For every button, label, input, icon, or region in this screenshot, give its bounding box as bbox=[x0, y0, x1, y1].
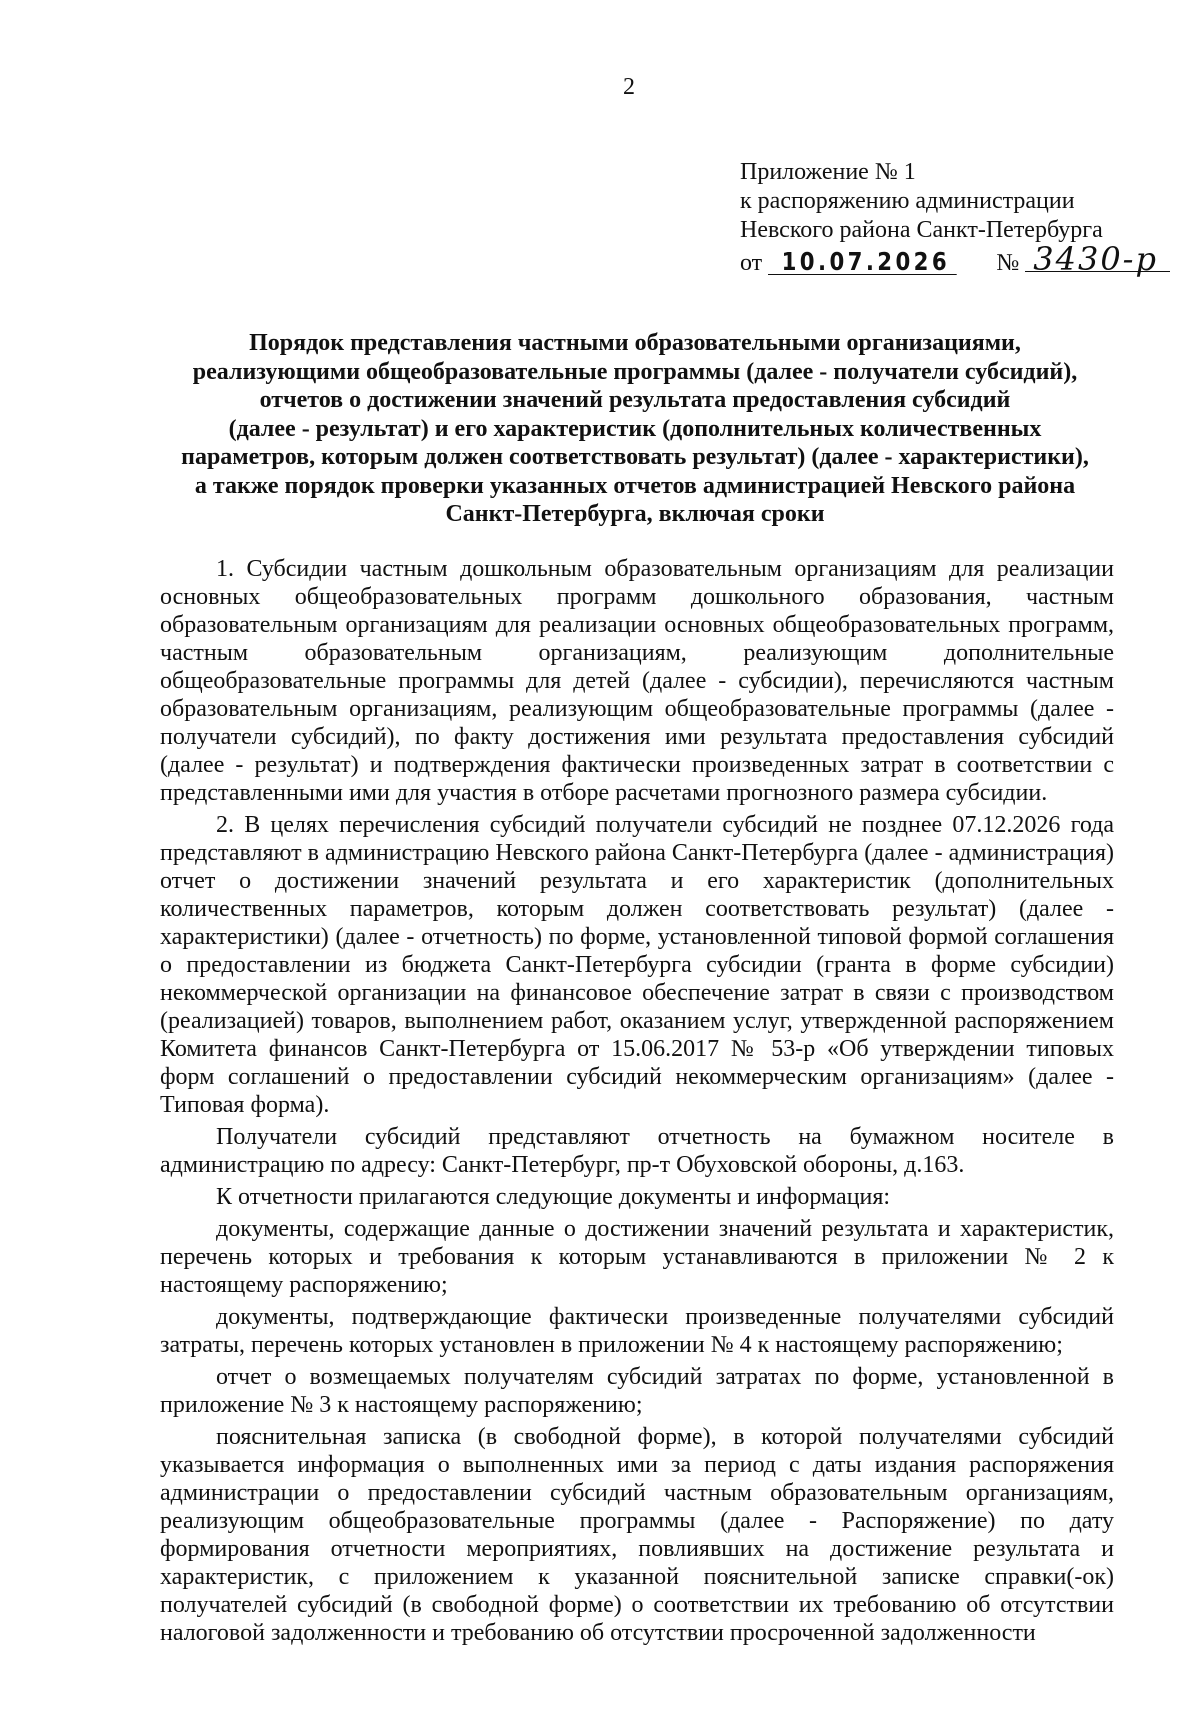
handwritten-order-number: 3430-р bbox=[1025, 247, 1170, 272]
date-prefix: от bbox=[740, 250, 763, 276]
handwritten-date: 10.07.2026 bbox=[768, 250, 957, 275]
title-line: (далее - результат) и его характеристик (дополнительных количественных bbox=[228, 415, 1042, 442]
list-item-cost-report: отчет о возмещаемых получателям субсидий затратах по форме, установленной в приложение № 3 к настоящему распоряжению; bbox=[160, 1364, 1114, 1418]
title-line: параметров, которым должен соответствовать результат) (далее - характеристики), bbox=[181, 444, 1089, 470]
appendix-header bbox=[740, 158, 1170, 278]
list-item-explanatory-note: пояснительная записка (в свободной форме), в которой получателями субсидий указывается информация о выполненных ими за период с даты издания распоряжения администрации о предоставлении субсидий частным образовательным организациям, реализующим общеобразовательные программы (далее - Распоряжение) по дату формирования отчетности мероприятиях, повлиявших на достижение результата и характеристик, с приложением к указанной пояснительной записке справки(-ок) получателей субсидий (в свободной форме) о соответствии их требованию об отсутствии налоговой задолженности и требованию об отсутствии просроченной задолженности bbox=[160, 1424, 1114, 1646]
number-prefix: № bbox=[996, 250, 1020, 276]
page-number: 2 bbox=[623, 74, 635, 100]
title-line: Порядок представления частными образовательными организациями, bbox=[249, 330, 1021, 356]
title-line: отчетов о достижении значений результата предоставления субсидий bbox=[259, 387, 1011, 413]
appendix-reference-line: к распоряжению администрации bbox=[740, 188, 1075, 214]
title-line: а также порядок проверки указанных отчетов администрацией Невского района bbox=[194, 472, 1076, 499]
paragraph-1: 1. Субсидии частным дошкольным образовательным организациям для реализации основных общеобразовательных программ дошкольного образования, частным образовательным организациям для реализации основных общеобразовательных программ, частным образовательным организациям, реализующим дополнительные общеобразовательные программы для детей (далее - субсидии), перечисляются частным образовательным организациям, реализующим общеобразовательные программы (далее - получатели субсидий), по факту достижения ими результата предоставления субсидий (далее - результат) и подтверждения фактически произведенных затрат в соответствии с представленными ими для участия в отборе расчетами прогнозного размера субсидии. bbox=[160, 556, 1114, 806]
list-item-result-documents: документы, содержащие данные о достижении значений результата и характеристик, перечень которых и требования к которым устанавливаются в приложении № 2 к настоящему распоряжению; bbox=[160, 1216, 1114, 1298]
title-line: реализующими общеобразовательные программы (далее - получатели субсидий), bbox=[192, 358, 1078, 385]
paragraph-attachments-intro: К отчетности прилагаются следующие документы и информация: bbox=[216, 1184, 891, 1210]
list-item-cost-documents: документы, подтверждающие фактически произведенные получателями субсидий затраты, перечень которых установлен в приложении № 4 к настоящему распоряжению; bbox=[160, 1304, 1114, 1358]
paragraph-submission: Получатели субсидий представляют отчетность на бумажном носителе в администрацию по адресу: Санкт-Петербург, пр-т Обуховской обороны, д.163. bbox=[160, 1124, 1114, 1178]
document-title bbox=[130, 329, 1140, 529]
appendix-date-number-line bbox=[740, 240, 1170, 278]
document-body bbox=[160, 555, 1114, 1647]
appendix-title: Приложение № 1 bbox=[740, 159, 916, 185]
title-line: Санкт-Петербурга, включая сроки bbox=[445, 501, 825, 527]
appendix-district-line: Невского района Санкт-Петербурга bbox=[740, 217, 1103, 243]
paragraph-2: 2. В целях перечисления субсидий получатели субсидий не позднее 07.12.2026 года представляют в администрацию Невского района Санкт-Петербурга (далее - администрация) отчет о достижении значений результата и его характеристик (дополнительных количественных параметров, которым должен соответствовать результат) (далее - характеристики) (далее - отчетность) по форме, установленной типовой формой соглашения о предоставлении из бюджета Санкт-Петербурга субсидии (гранта в форме субсидии) некоммерческой организации на финансовое обеспечение затрат в связи с производством (реализацией) товаров, выполнением работ, оказанием услуг, утвержденной распоряжением Комитета финансов Санкт-Петербурга от 15.06.2017 № 53-р «Об утверждении типовых форм соглашений о предоставлении субсидий некоммерческим организациям» (далее - Типовая форма). bbox=[160, 812, 1114, 1118]
